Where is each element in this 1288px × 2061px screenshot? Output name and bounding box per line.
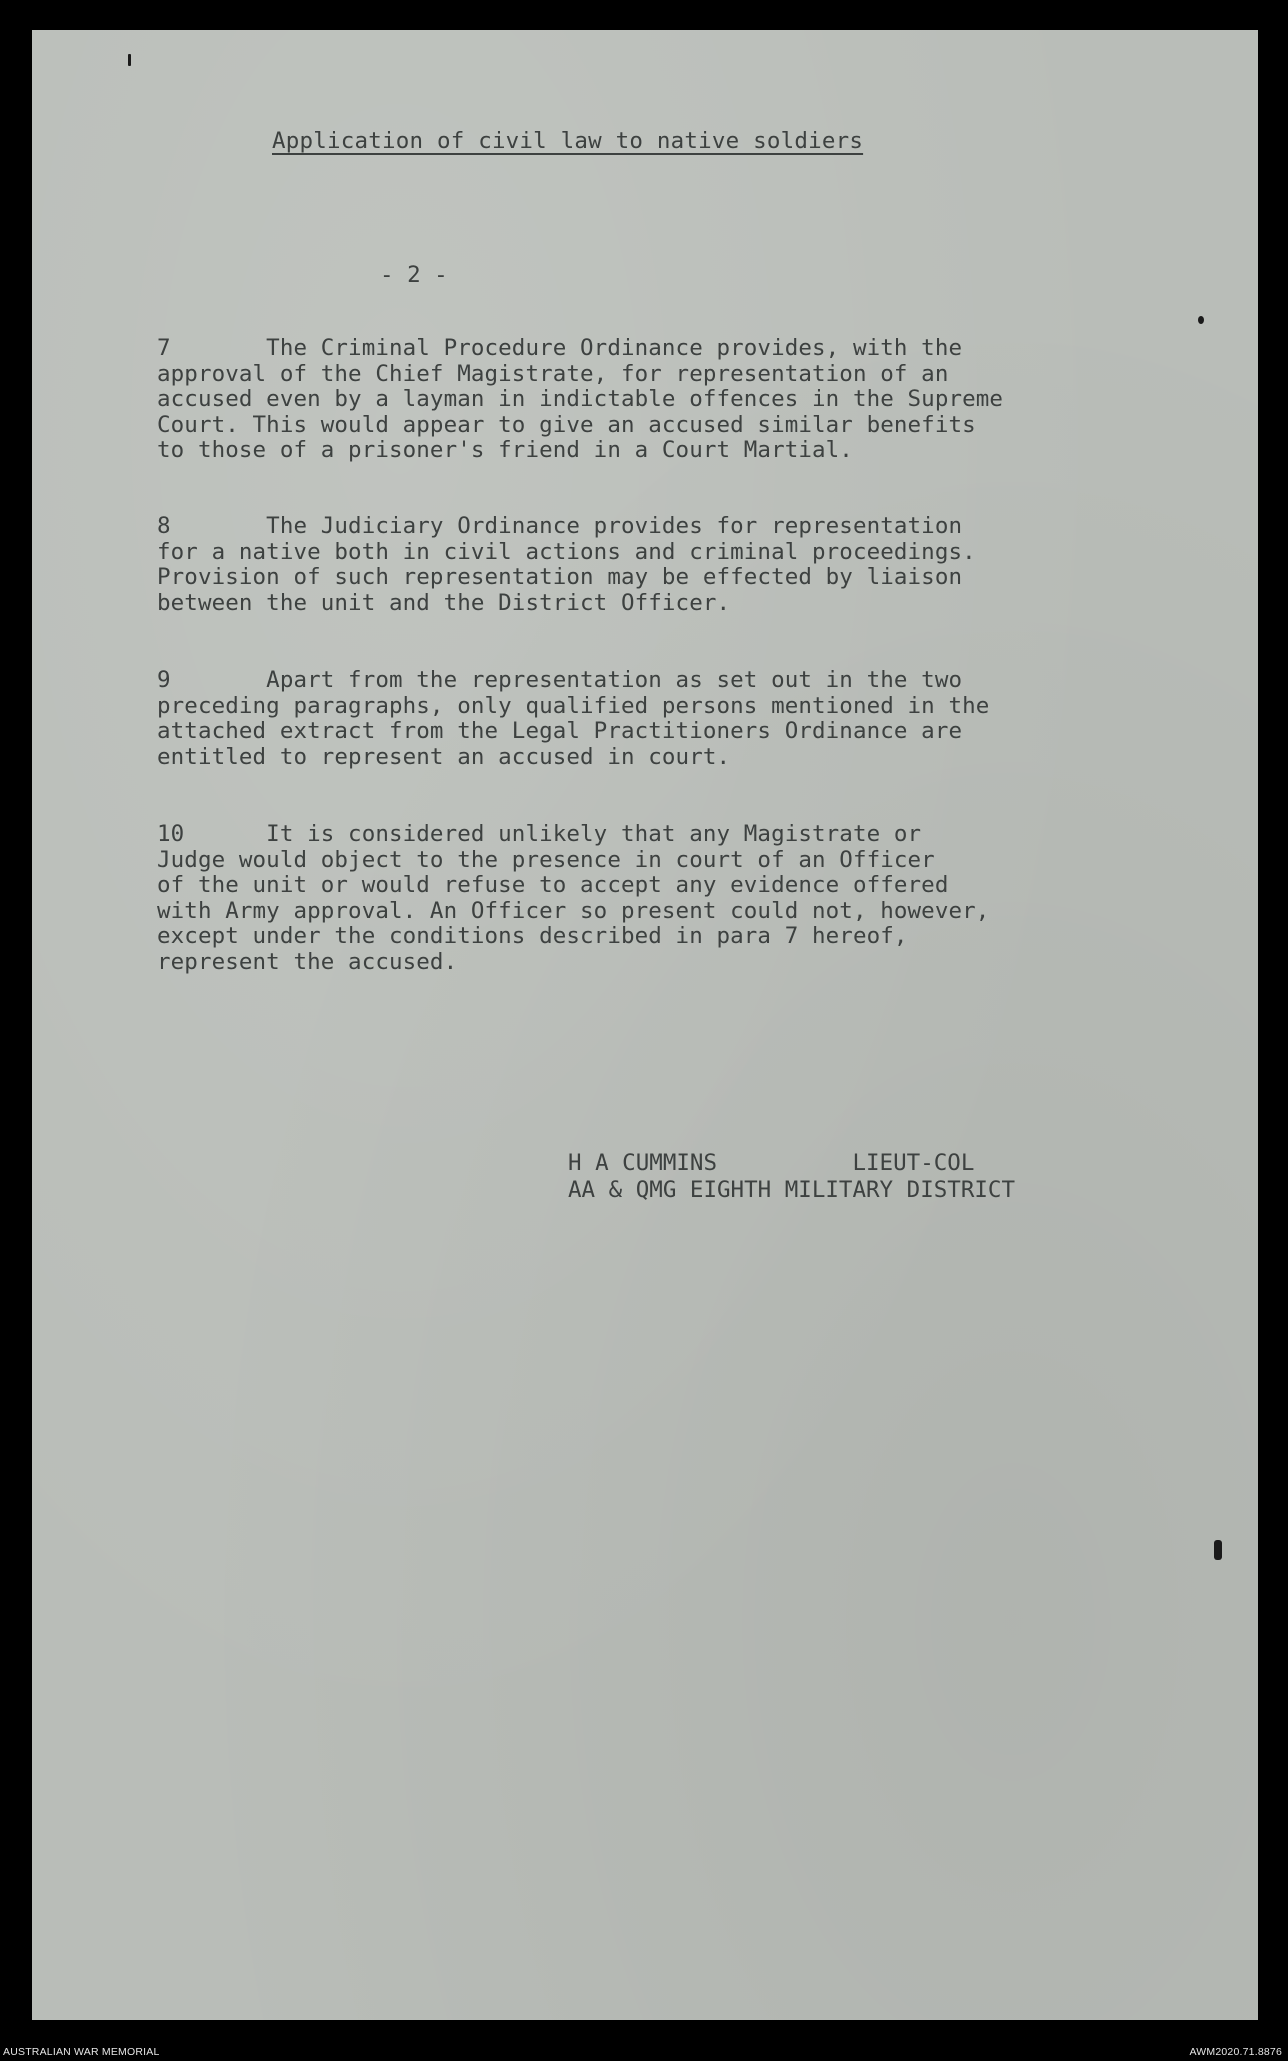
paragraph-line: of the unit or would refuse to accept any evidence offered [157,872,949,899]
paragraph-line: 10 It is considered unlikely that any Magistrate or [157,821,922,847]
paragraph-9 [157,668,1137,770]
ink-speck [128,54,131,66]
paragraph-line: 8 The Judiciary Ordinance provides for representation [157,513,963,539]
paragraph-line: 7 The Criminal Procedure Ordinance provides, with the [157,335,963,361]
paragraph-8 [157,514,1137,616]
paragraph-line: represent the accused. [157,948,458,975]
paragraph-line: entitled to represent an accused in court. [157,743,731,770]
document-title: Application of civil law to native soldiers [272,128,864,154]
paragraph-line: to those of a prisoner's friend in a Court Martial. [157,437,853,464]
paragraph-7 [157,336,1137,464]
staple-mark-bottom [1214,1540,1222,1560]
paragraph-line: for a native both in civil actions and criminal proceedings. [157,538,976,565]
paragraph-line: attached extract from the Legal Practitioners Ordinance are [157,718,963,745]
paragraph-line: Provision of such representation may be effected by liaison [157,564,963,591]
paragraph-line: approval of the Chief Magistrate, for representation of an [157,360,949,387]
paragraph-line: 9 Apart from the representation as set out in the two [157,667,963,693]
paragraph-line: Court. This would appear to give an accused similar benefits [157,411,976,438]
footer-accession-number: AWM2020.71.8876 [1189,2046,1282,2058]
paragraph-line: except under the conditions described in para 7 hereof, [157,923,908,950]
staple-mark-top [1198,316,1204,324]
signature-name: H A CUMMINS LIEUT-COL [568,1150,975,1176]
paragraph-10 [157,822,1137,976]
paragraph-line: preceding paragraphs, only qualified persons mentioned in the [157,692,990,719]
page-number: - 2 - [380,262,448,288]
signature-title: AA & QMG EIGHTH MILITARY DISTRICT [568,1176,1016,1203]
paragraph-line: with Army approval. An Officer so present could not, however, [157,897,990,924]
paragraph-line: accused even by a layman in indictable offences in the Supreme [157,386,1004,413]
footer-institution: AUSTRALIAN WAR MEMORIAL [3,2046,160,2058]
document-page [32,30,1258,2020]
paragraph-line: Judge would object to the presence in court of an Officer [157,846,935,873]
paragraph-line: between the unit and the District Officer. [157,589,731,616]
signature-block [568,1150,1015,1203]
